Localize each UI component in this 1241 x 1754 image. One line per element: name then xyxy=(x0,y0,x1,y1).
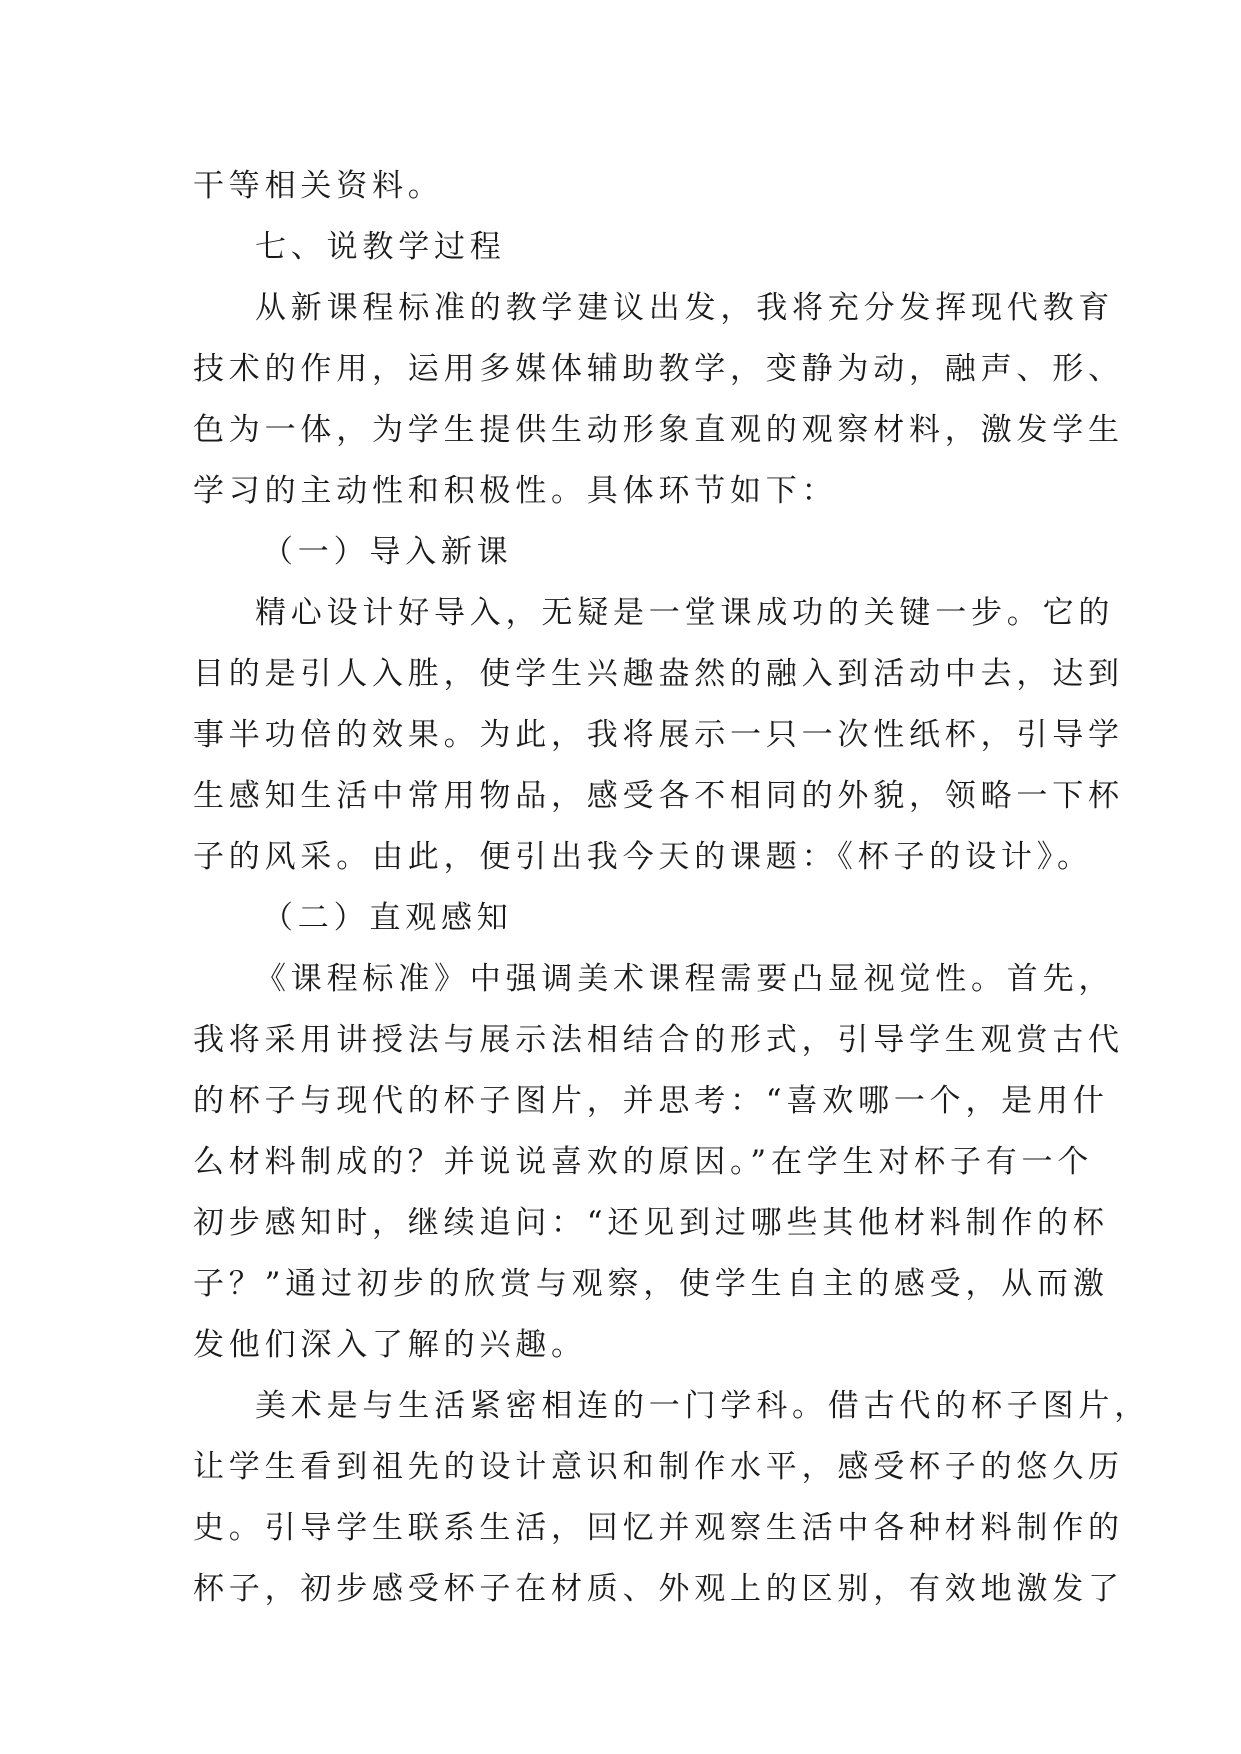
text-line: 学习的主动性和积极性。具体环节如下： xyxy=(193,473,838,509)
subsection-heading: （二）直观感知 xyxy=(262,900,513,936)
text-line: 精心设计好导入，无疑是一堂课成功的关键一步。它的 xyxy=(255,595,1115,631)
text-line: 目的是引人入胜，使学生兴趣盎然的融入到活动中去，达到 xyxy=(193,656,1124,692)
text-line: 技术的作用，运用多媒体辅助教学，变静为动，融声、形、 xyxy=(193,351,1124,387)
text-line: 生感知生活中常用物品，感受各不相同的外貌，领略一下杯 xyxy=(193,778,1124,814)
text-line: 子的风采。由此，便引出我今天的课题：《杯子的设计》。 xyxy=(193,839,1093,875)
text-line: 《课程标准》中强调美术课程需要凸显视觉性。首先， xyxy=(255,961,1115,997)
text-line: 的杯子与现代的杯子图片，并思考：“喜欢哪一个，是用什 xyxy=(193,1083,1109,1119)
text-line: 从新课程标准的教学建议出发，我将充分发挥现代教育 xyxy=(255,290,1115,326)
text-line: 我将采用讲授法与展示法相结合的形式，引导学生观赏古代 xyxy=(193,1022,1124,1058)
text-line: 初步感知时，继续追问：“还见到过哪些其他材料制作的杯 xyxy=(193,1205,1109,1241)
text-line: 发他们深入了解的兴趣。 xyxy=(193,1327,587,1363)
section-heading: 七、说教学过程 xyxy=(255,229,506,265)
text-line: 美术是与生活紧密相连的一门学科。借古代的杯子图片， xyxy=(255,1388,1150,1424)
text-line: 事半功倍的效果。为此，我将展示一只一次性纸杯，引导学 xyxy=(193,717,1124,753)
text-line: 子？”通过初步的欣赏与观察，使学生自主的感受，从而激 xyxy=(193,1266,1109,1302)
text-line: 让学生看到祖先的设计意识和制作水平，感受杯子的悠久历 xyxy=(193,1449,1124,1485)
text-line: 色为一体，为学生提供生动形象直观的观察材料，激发学生 xyxy=(193,412,1124,448)
subsection-heading: （一）导入新课 xyxy=(262,534,513,570)
text-line: 史。引导学生联系生活，回忆并观察生活中各种材料制作的 xyxy=(193,1510,1124,1546)
text-line: 干等相关资料。 xyxy=(193,168,444,204)
text-line: 么材料制成的？并说说喜欢的原因。”在学生对杯子有一个 xyxy=(193,1144,1094,1180)
text-line: 杯子，初步感受杯子在材质、外观上的区别，有效地激发了 xyxy=(193,1571,1124,1607)
